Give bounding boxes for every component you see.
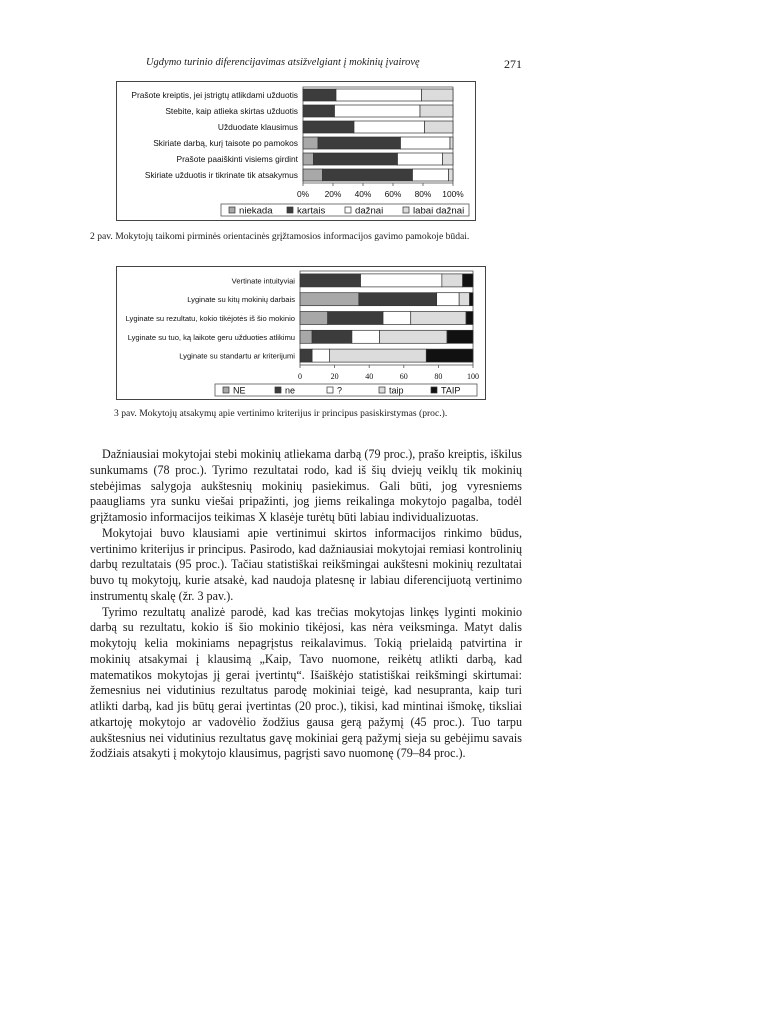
bar-segment (443, 153, 454, 165)
bar-segment (300, 293, 359, 306)
bar-segment (411, 312, 466, 325)
figure-3-chart (116, 266, 486, 400)
bar-segment (300, 312, 328, 325)
bar-segment (466, 312, 473, 325)
x-tick-label: 0 (298, 372, 302, 381)
legend-label: kartais (297, 205, 326, 217)
category-label: Lyginate su rezultatu, kokio tikėjotės iš šio mokinio (125, 314, 295, 323)
paragraph: Tyrimo rezultatų analizė parodė, kad kas trečias mokytojas linkęs lyginti mokinio darbą su rezultatu, kokio iš šio mokinio tikėjosi, kas nėra veiksminga. Matyt dalis mokytojų kelia mokiniams nepagrįstus reikalavimus. Tokią prielaidą patvirtina ir mokinių atsakymai į klausimą „Kaip, Tavo nuomone, reikėtų atlikti darbą, kad matematikos mokytojas jį gerai įvertintų“. Išaiškėjo statistiškai reikšmingi skirtumai: žemesnius nei vidutinius rezultatus parodę mokiniai teigė, kad nesupranta, kaip turi atlikti darbą, kad jis būtų gerai įvertintas (20 proc.), tikisi, kad mintinai išmokę, tiksliai atkartoję mokytojo ar vadovėlio žodžius gausa gerą pažymį (45 proc.). Tuo tarpu aukštesnius nei vidutinius rezultatus gavę mokiniai gerą pažymį sieja su gebėjimu savais žodžiais atsakyti į mokytojo klausimus, pagrįsti savo nuomonę (79–84 proc.). (90, 604, 522, 761)
category-label: Skiriate užduotis ir tikrinate tik atsakymus (144, 170, 298, 180)
category-label: Lyginate su standartu ar kriterijumi (179, 351, 295, 361)
page-number: 271 (504, 57, 522, 71)
bar-segment (300, 330, 312, 343)
x-tick-label: 20 (330, 372, 339, 381)
bar-segment (442, 274, 463, 287)
bar-segment (352, 330, 380, 343)
bar-segment (312, 330, 352, 343)
bar-segment (336, 89, 422, 101)
legend-label: niekada (239, 205, 273, 217)
bar-segment (463, 274, 473, 287)
x-tick-label: 40% (354, 189, 372, 199)
figure-3-svg (117, 267, 485, 399)
bar-segment (300, 274, 361, 287)
bar-segment (380, 330, 447, 343)
running-title: Ugdymo turinio diferencijavimas atsižvelgiant į mokinių įvairovę (146, 57, 420, 68)
legend-label: labai dažnai (413, 205, 465, 217)
x-tick-label: 100% (442, 189, 464, 199)
category-label: Lyginate su kitų mokinių darbais (187, 295, 295, 305)
bar-segment (420, 105, 453, 117)
category-label: Prašote kreiptis, jei įstrigtų atlikdami užduotis (131, 90, 298, 100)
bar-segment (459, 293, 469, 306)
bar-segment (300, 349, 312, 362)
category-label: Prašote paaiškinti visiems girdint (176, 154, 298, 164)
legend-swatch (403, 207, 409, 213)
legend-swatch (431, 387, 437, 393)
bar-segment (314, 153, 398, 165)
bar-segment (323, 169, 413, 181)
bar-segment (303, 137, 318, 149)
legend-label: taip (389, 385, 404, 396)
x-tick-label: 80 (434, 372, 443, 381)
legend-label: dažnai (355, 205, 384, 217)
legend-swatch (345, 207, 351, 213)
bar-segment (361, 274, 442, 287)
bar-segment (318, 137, 401, 149)
bar-segment (470, 293, 473, 306)
bar-segment (447, 330, 473, 343)
bar-segment (312, 349, 329, 362)
bar-segment (398, 153, 443, 165)
paragraph: Dažniausiai mokytojai stebi mokinių atliekama darbą (79 proc.), prašo kreiptis, iškilus sunkumams (78 proc.). Tyrimo rezultatai rodo, kad iš šių dviejų veiklų tik mokinių stebėjimas salygoja aukštesnių mokinių pasiekimus. Gali būti, jog vyresniems paaugliams yra sunku viešai pripažinti, jog jiems reikalinga mokytojo pagalba, todėl grįžtamosio informacijos teikimas X klasėje turėtų būti labiau individualizuotas. (90, 447, 522, 524)
figure-2-svg (117, 82, 475, 220)
bar-segment (303, 89, 336, 101)
x-tick-label: 60% (384, 189, 402, 199)
legend-swatch (223, 387, 229, 393)
category-label: Užduodate klausimus (217, 122, 298, 132)
bar-segment (329, 349, 426, 362)
bar-segment (422, 89, 454, 101)
bar-segment (335, 105, 421, 117)
x-tick-label: 20% (324, 189, 342, 199)
paragraph: Mokytojai buvo klausiami apie vertinimui skirtos informacijos rinkimo būdus, vertinimo kriterijus ir principus. Pasirodo, kad dažniausiai mokytojai remiasi kontrolinių darbų rezultatais (95 proc.). Tačiau statistiškai reikšmingai aukštesni mokinių rezultatai buvo tų mokytojų, kurie atsakė, kad naudoja platesnę ir labiau diferencijuotą vertinimo instrumentų skalę (žr. 3 pav.). (90, 525, 522, 603)
bar-segment (449, 169, 454, 181)
legend-swatch (379, 387, 385, 393)
legend-label: ne (285, 385, 296, 396)
bar-segment (383, 312, 411, 325)
bar-segment (354, 121, 425, 133)
x-tick-label: 80% (414, 189, 432, 199)
bar-segment (303, 121, 354, 133)
bar-segment (413, 169, 449, 181)
x-tick-label: 100 (467, 372, 479, 381)
bar-segment (450, 137, 453, 149)
bar-segment (401, 137, 451, 149)
figure-3-caption: 3 pav. Mokytojų atsakymų apie vertinimo kriterijus ir principus pasiskirstymas (proc.). (114, 408, 448, 419)
legend-swatch (229, 207, 235, 213)
legend-label: TAIP (441, 385, 461, 396)
bar-segment (437, 293, 459, 306)
bar-segment (426, 349, 473, 362)
bar-segment (303, 169, 323, 181)
category-label: Stebite, kaip atlieka skirtas užduotis (165, 106, 298, 116)
body-text (90, 447, 522, 762)
legend-swatch (327, 387, 333, 393)
category-label: Vertinate intuityviai (231, 276, 295, 286)
legend-label: NE (233, 385, 246, 396)
category-label: Skiriate darbą, kurį taisote po pamokos (153, 138, 298, 148)
figure-2-chart (116, 81, 476, 221)
legend-swatch (275, 387, 281, 393)
x-tick-label: 60 (399, 372, 408, 381)
bar-segment (303, 105, 335, 117)
category-label: Lyginate su tuo, ką laikote geru užduoties atlikimu (127, 332, 295, 342)
plot-area-frame (303, 87, 453, 183)
bar-segment (425, 121, 454, 133)
bar-segment (359, 293, 437, 306)
bar-segment (328, 312, 383, 325)
legend-swatch (287, 207, 293, 213)
x-tick-label: 0% (296, 189, 310, 199)
x-tick-label: 40 (365, 372, 374, 381)
legend-label: ? (337, 385, 343, 396)
figure-2-caption: 2 pav. Mokytojų taikomi pirminės orientacinės grįžtamosios informacijos gavimo pamokoje būdai. (90, 231, 470, 242)
bar-segment (303, 153, 314, 165)
legend-frame (215, 384, 477, 396)
